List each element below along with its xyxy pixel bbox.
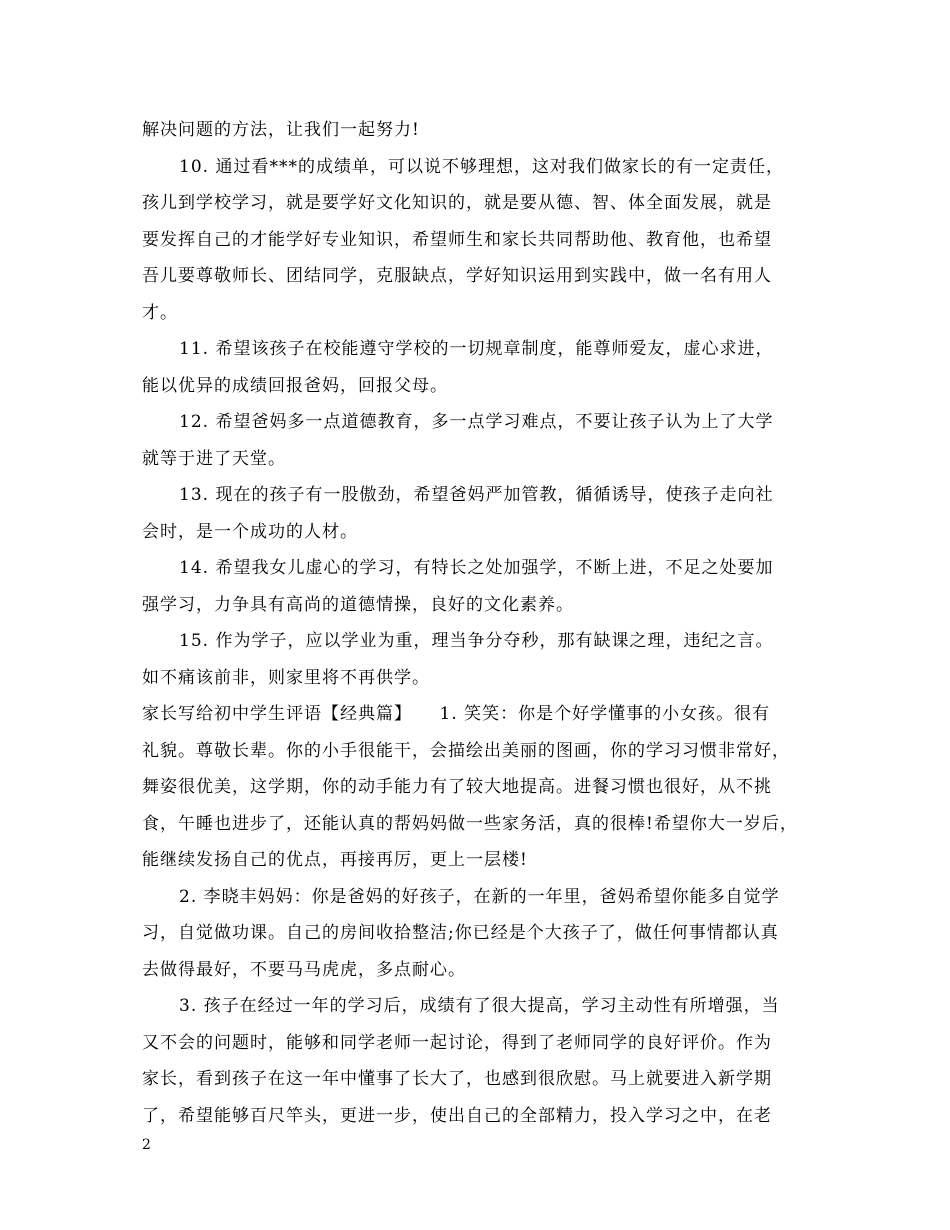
text-line: 12. 希望爸妈多一点道德教育，多一点学习难点，不要让孩子认为上了大学 [179,412,774,432]
text-line: 3. 孩子在经过一年的学习后，成绩有了很大提高，学习主动性有所增强，当 [179,996,780,1016]
text-line: 习，自觉做功课。自己的房间收拾整洁;你已经是个大孩子了，做任何事情都认真 [142,923,779,943]
text-line: 如不痛该前非，则家里将不再供学。 [142,667,430,688]
text-line: 15. 作为学子，应以学业为重，理当争分夺秒，那有缺课之理，违纪之言。 [179,631,774,651]
text-line: 才。 [142,302,178,323]
text-line: 孩儿到学校学习，就是要学好文化知识的，就是要从德、智、体全面发展，就是 [142,193,772,213]
text-line: 礼貌。尊敬长辈。你的小手很能干，会描绘出美丽的图画，你的学习习惯非常好， [142,740,790,761]
page-number: 2 [142,1137,151,1153]
text-line: 会时，是一个成功的人材。 [142,521,358,542]
text-line: 13. 现在的孩子有一股傲劲，希望爸妈严加管教，循循诱导，使孩子走向社 [179,485,774,505]
text-line: 家长，看到孩子在这一年中懂事了长大了，也感到很欣慰。马上就要进入新学期 [142,1069,772,1089]
text-line: 了，希望能够百尺竿头，更进一步，使出自己的全部精力，投入学习之中，在老 [142,1105,772,1126]
text-line: 11. 希望该孩子在校能遵守学校的一切规章制度，能尊师爱友，虚心求进， [179,339,774,359]
text-line: 舞姿很优美，这学期，你的动手能力有了较大地提高。进餐习惯也很好，从不挑 [142,777,772,797]
text-line: 10. 通过看***的成绩单，可以说不够理想，这对我们做家长的有一定责任， [179,156,784,177]
text-line: 食，午睡也进步了，还能认真的帮妈妈做一些家务活，真的很棒!希望你大一岁后， [142,813,798,834]
text-line: 去做得最好，不要马马虎虎，多点耐心。 [142,959,466,980]
text-line: 能以优异的成绩回报爸妈，回报父母。 [142,375,448,396]
text-line: 又不会的问题时，能够和同学老师一起讨论，得到了老师同学的良好评价。作为 [142,1032,772,1053]
text-line: 要发挥自己的才能学好专业知识，希望师生和家长共同帮助他、教育他，也希望 [142,229,772,250]
text-line: 14. 希望我女儿虚心的学习，有特长之处加强学，不断上进，不足之处要加 [179,558,774,578]
text-line: 2. 李晓丰妈妈：你是爸妈的好孩子，在新的一年里，爸妈希望你能多自觉学 [179,886,780,907]
text-line: 吾儿要尊敬师长、团结同学，克服缺点，学好知识运用到实践中，做一名有用人 [142,266,772,286]
text-line: 能继续发扬自己的优点，再接再厉，更上一层楼! [142,850,528,870]
text-line: 解决问题的方法，让我们一起努力! [142,120,420,140]
text-line: 强学习，力争具有高尚的道德情操，良好的文化素养。 [142,594,574,615]
section-heading-line: 家长写给初中学生评语【经典篇】 1. 笑笑：你是个好学懂事的小女孩。很有 [142,704,771,724]
document-body [142,112,814,1134]
text-line: 就等于进了天堂。 [142,448,286,469]
